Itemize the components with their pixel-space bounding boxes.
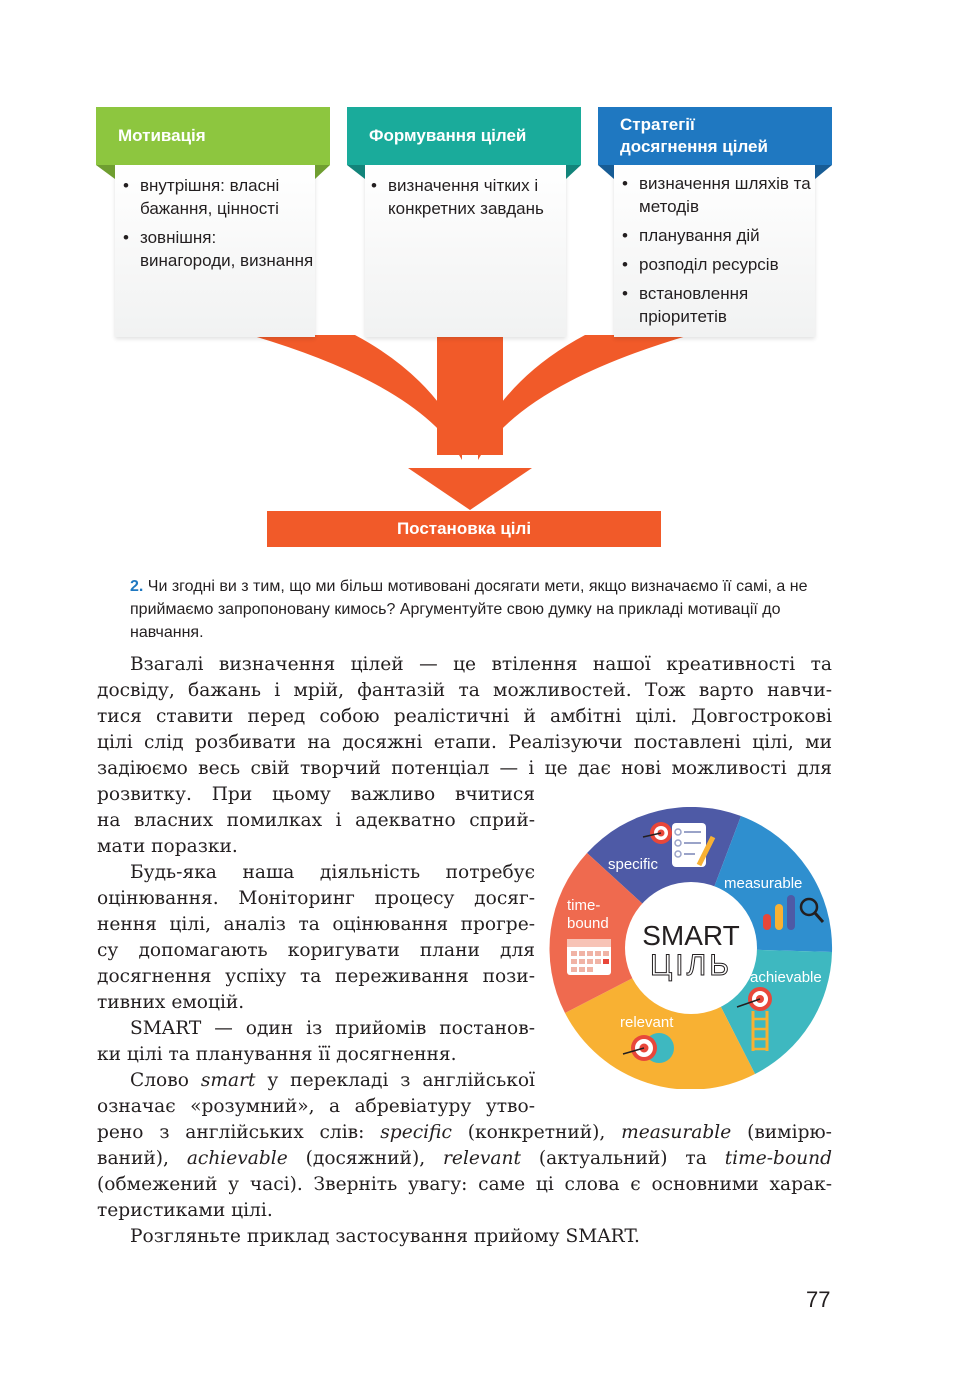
text-line: су допомагають коригувати плани для (97, 940, 535, 961)
strategies-item: • планування дій (620, 224, 815, 247)
text-line: означає «розумний», а абревіатуру утво- (97, 1096, 535, 1117)
segment-label-time-bound-2: bound (567, 915, 609, 932)
fold-right (815, 165, 832, 179)
text-run-italic: time-bound (724, 1148, 832, 1169)
text-line (97, 1120, 832, 1146)
text-run-italic: smart (200, 1070, 256, 1091)
calendar-icon (567, 939, 611, 975)
text-line: цілі слід розбивати на досяжні етапи. Реалізуючи поставлені цілі, ми (97, 732, 832, 753)
text-run: (досяжний), (305, 1148, 426, 1169)
text-line: теристиками цілі. (97, 1200, 273, 1221)
text-run: рено з англійських слів: (97, 1122, 365, 1143)
text-line: досягнення успіху та переживання пози- (97, 966, 535, 987)
question-block (130, 575, 835, 644)
motivation-title: Мотивація (118, 126, 206, 145)
text-line: досвіду, бажань і мрій, фантазій та можливостей. Тож варто навчи- (97, 680, 832, 701)
strategies-item: • визначення шляхів та методів (620, 172, 815, 218)
fold-right (566, 165, 581, 179)
text-line: тивних емоцій. (97, 992, 245, 1013)
segment-label-measurable: measurable (724, 875, 803, 892)
text-line: нення цілі, аналіз та оцінювання прогре- (97, 914, 535, 935)
text-line: SMART — один із прийомів постанов- (130, 1018, 535, 1039)
text-run-italic: achievable (186, 1148, 288, 1169)
text-run-italic: specific (380, 1122, 452, 1143)
text-line: Розгляньте приклад застосування прийому SMART. (130, 1226, 640, 1247)
goal-forming-card (365, 162, 566, 337)
text-run: Слово (130, 1070, 189, 1091)
fold-left (96, 165, 115, 179)
text-line (97, 1146, 832, 1172)
text-run-italic: measurable (621, 1122, 732, 1143)
goal-forming-item: • визначення чітких і конкретних завдань (369, 174, 566, 220)
text-line: Взагалі визначення цілей — це втілення нашої креативності та (130, 654, 832, 675)
fold-left (598, 165, 614, 179)
left-arrow-branch (250, 335, 462, 460)
text-line: розвитку. При цьому важливо вчитися (97, 784, 535, 805)
motivation-item: • зовнішня: винагороди, визнання (121, 226, 315, 272)
merge-arrow (240, 330, 700, 515)
question-text: Чи згодні ви з тим, що ми більш мотивовані досягати мети, якщо визначаємо її самі, а не приймаємо запропоновану кимось? Аргументуйте свою думку на прикладі мотивації до навчання. (130, 578, 808, 641)
motivation-item: • внутрішня: власні бажання, цінності (121, 174, 315, 220)
question-number: 2. (130, 578, 144, 595)
motivation-card (115, 162, 315, 337)
goal-forming-header (347, 107, 581, 165)
text-line: оцінювання. Моніторинг процесу досяг- (97, 888, 535, 909)
strategies-header (598, 107, 832, 165)
text-run: (конкретний), (467, 1122, 606, 1143)
right-arrow-branch (478, 335, 690, 460)
goal-forming-title: Формування цілей (369, 126, 527, 145)
strategies-card (614, 162, 815, 337)
text-line: (обмежений у часі). Зверніть увагу: саме ці слова є основними харак- (97, 1174, 832, 1195)
text-run: у перекладі з англійської (267, 1070, 535, 1091)
arrow-head (408, 468, 532, 510)
strategies-item: • встановлення пріоритетів (620, 282, 815, 328)
fold-right (315, 165, 330, 179)
text-run-italic: relevant (443, 1148, 521, 1169)
text-run: (вимірю- (747, 1122, 832, 1143)
smart-wheel (545, 807, 837, 1089)
goal-setting-label: Постановка цілі (396, 519, 532, 538)
text-run: ваний), (97, 1148, 169, 1169)
text-run: (актуальний) та (538, 1148, 707, 1169)
strategies-item: • розподіл ресурсів (620, 253, 815, 276)
segment-label-time-bound-1: time- (567, 897, 601, 914)
segment-label-relevant: relevant (620, 1014, 674, 1031)
text-line: мати поразки. (97, 836, 238, 857)
text-line: Будь-яка наша діяльність потребує (130, 862, 535, 883)
fold-left (347, 165, 365, 179)
page-number: 77 (806, 1287, 831, 1312)
motivation-header (96, 107, 330, 165)
goal-setting-bar (267, 511, 661, 547)
text-line (130, 1068, 535, 1094)
strategies-title: Стратегії досягнення цілей (620, 115, 768, 156)
segment-label-specific: specific (608, 856, 659, 873)
segment-label-achievable: achievable (750, 969, 822, 986)
center-subtitle: ЦІЛЬ (650, 949, 732, 982)
text-line: тися ставити перед собою реалістичні й амбітні цілі. Довгострокові (97, 706, 832, 727)
text-line: на власних помилках і адекватно сприй- (97, 810, 535, 831)
center-title: SMART (642, 920, 740, 951)
text-line: ки цілі та планування її досягнення. (97, 1044, 457, 1065)
text-line: задіюємо весь свій творчий потенціал — і це дає нові можливості для (97, 758, 832, 779)
